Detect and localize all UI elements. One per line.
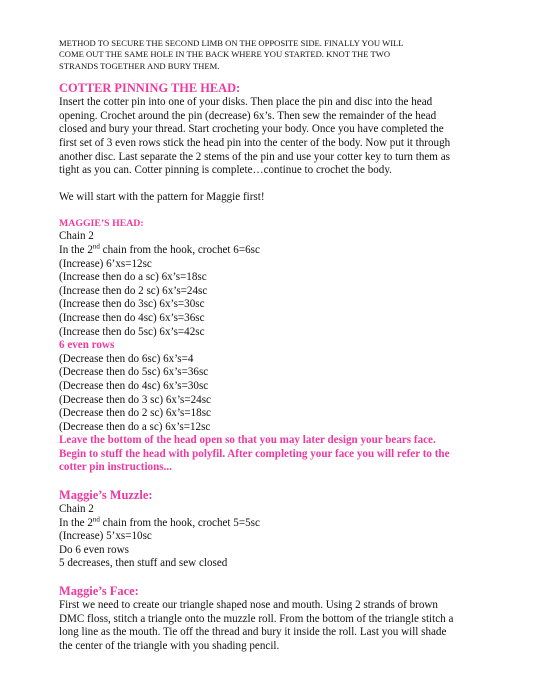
face-line: DMC floss, stitch a triangle onto the muzzle roll. From the bottom of the triangle stitch a [59, 612, 454, 625]
increase-row: (Increase then do 2 sc) 6x’s=24sc [59, 284, 208, 297]
ordinal-suffix: nd [92, 514, 100, 523]
from-hook-text: chain from the hook, crochet 6=6sc [99, 243, 260, 256]
decrease-row: (Decrease then do 6sc) 6x’s=4 [59, 352, 194, 365]
head-note-line: Leave the bottom of the head open so that you may later design your bears face. [59, 434, 436, 447]
head-note-line: Begin to stuff the head with polyfil. After completing your face you will refer to the [59, 447, 450, 460]
cotter-line: tight as you can. Cotter pinning is complete…continue to crochet the body. [59, 164, 392, 177]
head-chain: Chain 2 [59, 230, 94, 243]
method-paragraph [59, 38, 499, 72]
cotter-line: closed and bury your thread. Start crocheting your body. Once you have completed the [59, 123, 444, 136]
face-heading: Maggie’s Face: [59, 584, 139, 599]
face-line: the center of the triangle with you shading pencil. [59, 639, 280, 652]
decrease-row: (Decrease then do 3 sc) 6x’s=24sc [59, 393, 211, 406]
muzzle-row: Do 6 even rows [59, 543, 129, 556]
muzzle-row: (Increase) 5’xs=10sc [59, 530, 152, 543]
muzzle-heading: Maggie’s Muzzle: [59, 488, 153, 503]
head-note-line: cotter pin instructions... [59, 461, 172, 474]
cotter-line: another disc. Last separate the 2 stems of the pin and use your cotter key to turn them as [59, 150, 450, 163]
from-hook-text: In the 2 [59, 516, 93, 529]
decrease-row: (Decrease then do 2 sc) 6x’s=18sc [59, 407, 211, 420]
face-line: First we need to create our triangle shaped nose and mouth. Using 2 strands of brown [59, 599, 438, 612]
increase-row: (Increase then do 3sc) 6x’s=30sc [59, 298, 205, 311]
from-hook-text: chain from the hook, crochet 5=5sc [99, 516, 260, 529]
head-heading: MAGGIE’S HEAD: [59, 218, 144, 230]
decrease-row: (Decrease then do 4sc) 6x’s=30sc [59, 379, 209, 392]
face-line: long line as the mouth. Tie off the thread and bury it inside the roll. Last you will shade [59, 626, 447, 639]
spacer [59, 178, 499, 191]
cotter-line: first set of 3 even rows stick the head pin into the center of the body. Now put it through [59, 137, 451, 149]
ordinal-suffix: nd [92, 242, 100, 251]
head-from-hook [59, 244, 499, 258]
even-rows-label: 6 even rows [59, 339, 115, 352]
increase-row: (Increase then do a sc) 6x’s=18sc [59, 271, 207, 284]
spacer [59, 475, 499, 488]
spacer [59, 571, 499, 584]
spacer [59, 204, 499, 217]
cotter-line: opening. Crochet around the pin (decrease) 6x’s. Then sew the remainder of the head [59, 109, 437, 122]
method-line: STRANDS TOGETHER AND BURY THEM. [59, 60, 220, 71]
page-content [59, 38, 499, 653]
face-paragraph [59, 599, 499, 653]
muzzle-chain: Chain 2 [59, 503, 94, 516]
increase-row: (Increase) 6’xs=12sc [59, 257, 152, 270]
muzzle-from-hook [59, 514, 499, 531]
intro-text: We will start with the pattern for Maggie first! [59, 190, 265, 203]
decrease-row: (Decrease then do 5sc) 6x’s=36sc [59, 366, 209, 379]
cotter-line: Insert the cotter pin into one of your disks. Then place the pin and disc into the head [59, 96, 433, 109]
decrease-row: (Decrease then do a sc) 6x’s=12sc [59, 420, 211, 433]
cotter-paragraph [59, 96, 499, 178]
from-hook-text: In the 2 [59, 243, 93, 256]
method-line: COME OUT THE SAME HOLE IN THE BACK WHERE YOU STARTED. KNOT THE TWO [59, 49, 391, 60]
increase-row: (Increase then do 4sc) 6x’s=36sc [59, 311, 205, 324]
cotter-heading: COTTER PINNING THE HEAD: [59, 81, 241, 96]
increase-row: (Increase then do 5sc) 6x’s=42sc [59, 325, 205, 338]
muzzle-row: 5 decreases, then stuff and sew closed [59, 557, 228, 570]
method-line: METHOD TO SECURE THE SECOND LIMB ON THE OPPOSITE SIDE. FINALLY YOU WILL [59, 38, 404, 48]
